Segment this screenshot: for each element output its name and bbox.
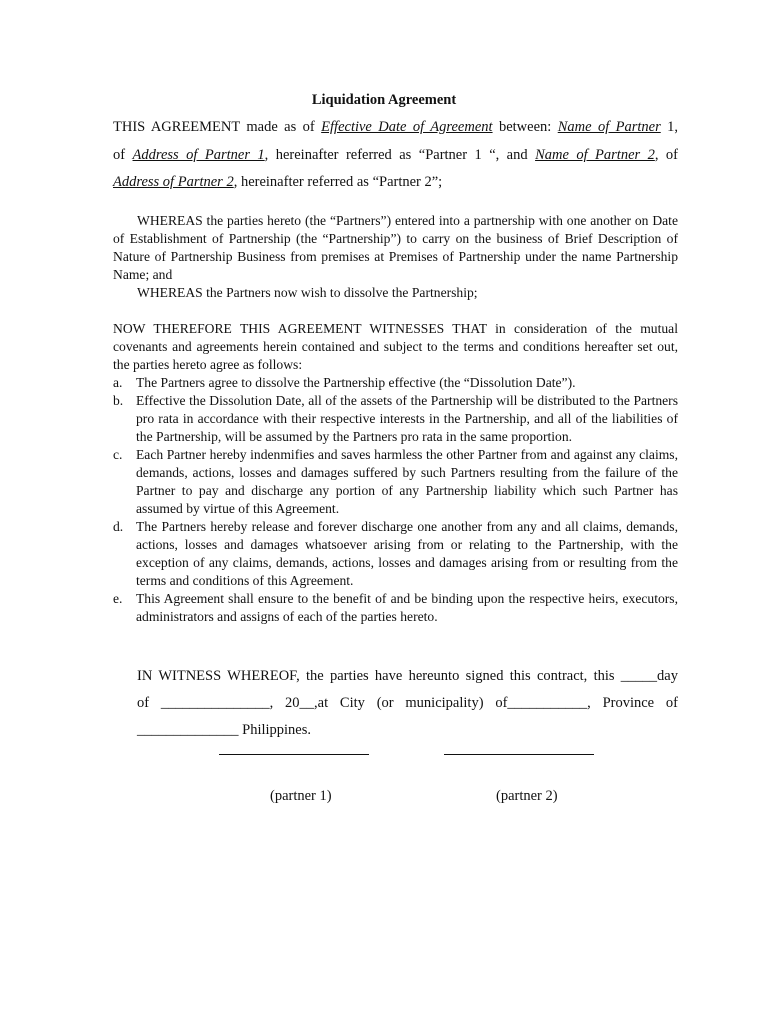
witness-line-3: ______________ Philippines. (137, 722, 312, 738)
now-therefore-paragraph: NOW THEREFORE THIS AGREEMENT WITNESSES THAT in consideration of the mutual covenants and agreements herein contained and subject to the terms and conditions hereafter set out, the parties hereto agree as follows: (113, 321, 678, 372)
list-item (113, 590, 678, 626)
whereas-section (113, 212, 678, 302)
list-marker: c. (113, 447, 123, 462)
list-item-text: This Agreement shall ensure to the benefit of and be binding upon the respective heirs, executors, administrators and assigns of each of the parties hereto. (136, 591, 678, 624)
witness-line-2: of _______________, 20__,at City (or municipality) of___________, Province of (137, 695, 678, 711)
intro-text: 1, (660, 119, 679, 135)
signature-line-partner2 (444, 754, 594, 755)
partner1-address-field: Address of Partner 1 (132, 147, 265, 163)
intro-text: , of (654, 147, 678, 163)
list-item-text: The Partners hereby release and forever discharge one another from any and all claims, demands, actions, losses and damages whatsoever arising from or relating to the Partnership, with the exception of any claims, demands, actions, losses and damages arising from or resulting from the terms and conditions of this Agreement. (136, 519, 678, 588)
intro-line-3 (113, 174, 678, 191)
intro-line-2 (113, 147, 678, 164)
signature-line-partner1 (219, 754, 369, 755)
partner1-name-field: Name of Partner (557, 119, 661, 135)
signature-label-partner2: (partner 2) (496, 788, 558, 804)
intro-text: , hereinafter referred as “Partner 2”; (233, 174, 443, 190)
partner2-address-field: Address of Partner 2 (113, 174, 234, 190)
list-marker: e. (113, 591, 123, 606)
intro-line-1 (113, 119, 678, 136)
list-marker: a. (113, 375, 123, 390)
whereas-paragraph-1: WHEREAS the parties hereto (the “Partners”) entered into a partnership with one another on Date of Establishment of Partnership (the “Partnership”) to carry on the business of Brief Description of Nature of Partnership Business from premises at Premises of Partnership under the name Partnership Name; and (113, 213, 678, 282)
list-item-text: Each Partner hereby indenmifies and saves harmless the other Partner from and against any claims, demands, actions, losses and damages suffered by such Partners resulting from the failure of the Partner to pay and discharge any portion of any Partnership liability which such Partner has assumed by virtue of this Agreement. (136, 447, 678, 516)
list-item-text: Effective the Dissolution Date, all of the assets of the Partnership will be distributed to the Partners pro rata in accordance with their respective interests in the Partnership, and all of the liabilities of the Partnership, will be assumed by the Partners pro rata in the same proportion. (136, 393, 678, 444)
list-item-text: The Partners agree to dissolve the Partnership effective (the “Dissolution Date”). (136, 375, 576, 390)
intro-text: THIS AGREEMENT made as of (113, 119, 322, 135)
list-item (113, 518, 678, 590)
intro-text: of (113, 147, 133, 163)
list-marker: d. (113, 519, 124, 534)
signature-label-partner1: (partner 1) (270, 788, 332, 804)
list-item (113, 392, 678, 446)
document-title: Liquidation Agreement (311, 92, 457, 108)
intro-text: between: (492, 119, 558, 135)
whereas-paragraph-2: WHEREAS the Partners now wish to dissolve the Partnership; (137, 285, 478, 300)
witness-line-1: IN WITNESS WHEREOF, the parties have hereunto signed this contract, this _____day (137, 668, 678, 684)
partner2-name-field: Name of Partner 2 (535, 147, 655, 163)
list-item (113, 374, 678, 392)
effective-date-field: Effective Date of Agreement (321, 119, 493, 135)
list-item (113, 446, 678, 518)
list-marker: b. (113, 393, 124, 408)
intro-text: , hereinafter referred as “Partner 1 “, and (264, 147, 536, 163)
terms-section (113, 320, 678, 626)
